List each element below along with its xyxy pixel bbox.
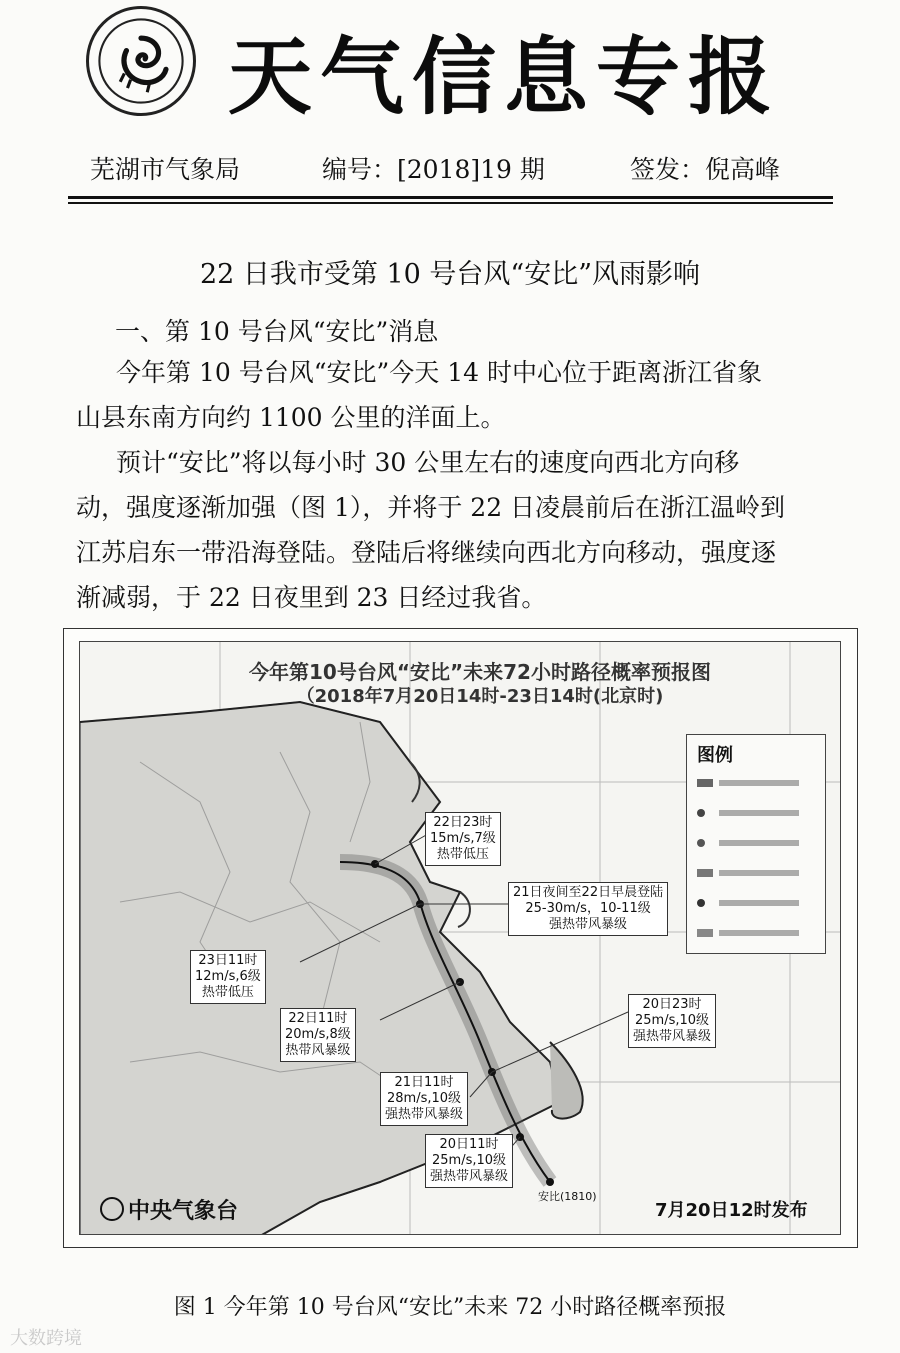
annotation-level: 强热带风暴级 xyxy=(633,1029,712,1044)
track-annotation-landfall xyxy=(508,882,668,936)
meteorological-bureau-logo xyxy=(86,6,196,116)
annotation-wind: 20m/s,8级 xyxy=(285,1027,351,1042)
annotation-level: 热带低压 xyxy=(436,847,489,862)
legend-item xyxy=(697,865,817,881)
cma-name: 中央气象台 xyxy=(128,1199,239,1224)
legend-item xyxy=(697,895,817,911)
signer: 签发：倪高峰 xyxy=(630,155,781,184)
storm-label: 安比(1810) xyxy=(538,1190,597,1203)
annotation-level: 热带风暴级 xyxy=(285,1043,351,1058)
track-annotation-23d11h xyxy=(190,950,266,1004)
track-annotation-20d23h xyxy=(628,994,716,1048)
legend-swatch xyxy=(697,809,705,817)
track-annotation-22d11h xyxy=(280,1008,356,1062)
map-subtitle: （2018年7月20日14时-23日14时(北京时) xyxy=(296,686,664,707)
annotation-time: 21日11时 xyxy=(394,1075,454,1090)
cma-emblem-icon xyxy=(100,1197,124,1221)
annotation-level: 强热带风暴级 xyxy=(549,917,628,932)
annotation-time: 22日11时 xyxy=(288,1011,348,1026)
header-rule xyxy=(68,196,833,199)
legend-item xyxy=(697,925,817,941)
legend-text-placeholder xyxy=(719,840,799,846)
legend-text-placeholder xyxy=(719,810,799,816)
typhoon-track-map xyxy=(79,641,841,1235)
paragraph-line: 渐减弱，于 22 日夜里到 23 日经过我省。 xyxy=(76,583,547,612)
track-annotation-20d11h xyxy=(425,1134,513,1188)
cma-logo xyxy=(100,1194,238,1225)
annotation-wind: 15m/s,7级 xyxy=(430,831,496,846)
legend-text-placeholder xyxy=(719,930,799,936)
legend-text-placeholder xyxy=(719,870,799,876)
figure-caption: 图 1 今年第 10 号台风“安比”未来 72 小时路径概率预报 xyxy=(173,1295,727,1320)
legend-title: 图例 xyxy=(697,745,733,766)
report-title: 天气信息专报 xyxy=(228,28,781,126)
headline: 22 日我市受第 10 号台风“安比”风雨影响 xyxy=(199,259,701,290)
forecast-figure xyxy=(63,628,858,1248)
masthead xyxy=(0,0,900,130)
issue-time: 7月20日12时发布 xyxy=(655,1200,808,1221)
annotation-wind: 12m/s,6级 xyxy=(195,969,261,984)
legend-swatch xyxy=(697,779,713,787)
track-annotation-22d23h xyxy=(425,812,501,866)
paragraph-line: 江苏启东一带沿海登陆。登陆后将继续向西北方向移动，强度逐 xyxy=(76,538,777,567)
annotation-time: 20日23时 xyxy=(642,997,702,1012)
annotation-wind: 28m/s,10级 xyxy=(386,1091,462,1106)
watermark: 大数跨境 xyxy=(10,1328,82,1349)
annotation-wind: 25m/s,10级 xyxy=(634,1013,710,1028)
annotation-wind: 25-30m/s，10-11级 xyxy=(525,901,651,916)
header-rule-thin xyxy=(68,202,833,204)
paragraph-line: 今年第 10 号台风“安比”今天 14 时中心位于距离浙江省象 xyxy=(116,358,762,387)
issue-number: 编号：[2018]19 期 xyxy=(322,155,545,184)
annotation-time: 21日夜间至22日早晨登陆 xyxy=(513,885,664,900)
legend-swatch xyxy=(697,899,705,907)
issuer: 芜湖市气象局 xyxy=(90,155,241,184)
paragraph-2 xyxy=(76,440,846,620)
legend-swatch xyxy=(697,929,713,937)
annotation-time: 23日11时 xyxy=(198,953,258,968)
paragraph-line: 山县东南方向约 1100 公里的洋面上。 xyxy=(76,403,506,432)
legend-text-placeholder xyxy=(719,900,799,906)
paragraph-line: 动，强度逐渐加强（图 1），并将于 22 日凌晨前后在浙江温岭到 xyxy=(76,493,786,522)
paragraph-1 xyxy=(76,350,846,440)
legend-item xyxy=(697,835,817,851)
annotation-time: 22日23时 xyxy=(433,815,493,830)
annotation-level: 强热带风暴级 xyxy=(385,1107,464,1122)
paragraph-line: 预计“安比”将以每小时 30 公里左右的速度向西北方向移 xyxy=(116,448,740,477)
annotation-level: 强热带风暴级 xyxy=(430,1169,509,1184)
annotation-wind: 25m/s,10级 xyxy=(431,1153,507,1168)
annotation-level: 热带低压 xyxy=(201,985,254,1000)
legend-item xyxy=(697,775,817,791)
legend-text-placeholder xyxy=(719,780,799,786)
section-heading: 一、第 10 号台风“安比”消息 xyxy=(115,317,439,346)
track-annotation-21d11h xyxy=(380,1072,468,1126)
annotation-time: 20日11时 xyxy=(439,1137,499,1152)
map-title: 今年第10号台风“安比”未来72小时路径概率预报图 xyxy=(249,660,711,684)
legend-swatch xyxy=(697,839,705,847)
legend-swatch xyxy=(697,869,713,877)
legend-item xyxy=(697,805,817,821)
map-legend xyxy=(686,734,826,954)
